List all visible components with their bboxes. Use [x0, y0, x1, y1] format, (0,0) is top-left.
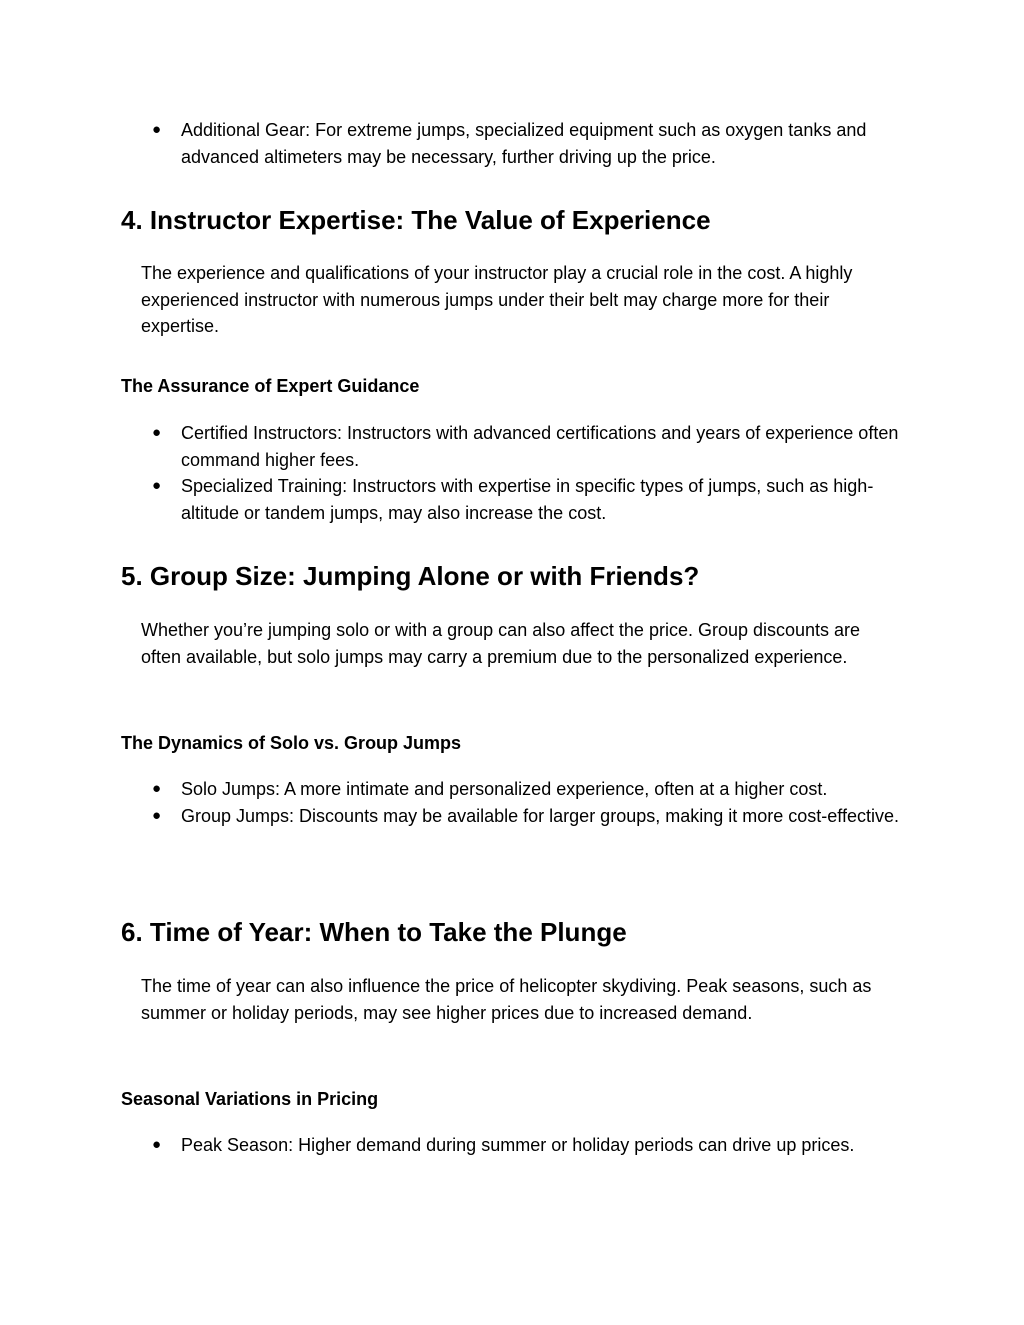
- section-subheading: Seasonal Variations in Pricing: [121, 1089, 379, 1109]
- bullet-icon: ●: [152, 806, 162, 824]
- section-heading: 5. Group Size: Jumping Alone or with Friends?: [121, 561, 700, 591]
- bullet-text: Solo Jumps: A more intimate and personalized experience, often at a higher cost.: [181, 779, 828, 799]
- section-bullet-list: [0, 776, 911, 829]
- bullet-text: Specialized Training: Instructors with expertise in specific types of jumps, such as high-altitude or tandem jumps, may also increase the cost.: [181, 476, 874, 523]
- list-item: [0, 776, 911, 803]
- intro-bullet-list: [0, 117, 911, 170]
- section-subheading: The Assurance of Expert Guidance: [121, 376, 420, 396]
- section-paragraph: The experience and qualifications of your instructor play a crucial role in the cost. A highly experienced instructor with numerous jumps under their belt may charge more for their expertise.: [141, 263, 853, 336]
- section-heading: 4. Instructor Expertise: The Value of Experience: [121, 205, 711, 235]
- section-paragraph: The time of year can also influence the price of helicopter skydiving. Peak seasons, such as summer or holiday periods, may see higher prices due to increased demand.: [141, 976, 872, 1023]
- bullet-icon: ●: [152, 477, 162, 494]
- bullet-icon: ●: [152, 780, 162, 797]
- list-item: [0, 117, 911, 170]
- bullet-text: Certified Instructors: Instructors with advanced certifications and years of experience often command higher fees.: [181, 423, 899, 470]
- bullet-text: Additional Gear: For extreme jumps, specialized equipment such as oxygen tanks and advanced altimeters may be necessary, further driving up the price.: [181, 120, 867, 167]
- list-item: [0, 803, 911, 830]
- bullet-icon: ●: [152, 424, 162, 441]
- bullet-text: Group Jumps: Discounts may be available for larger groups, making it more cost-effective.: [181, 805, 899, 826]
- section-subheading: The Dynamics of Solo vs. Group Jumps: [121, 733, 462, 753]
- list-item: [0, 473, 911, 526]
- bullet-icon: ●: [152, 121, 162, 138]
- section-bullet-list: [0, 420, 911, 526]
- section-paragraph: Whether you’re jumping solo or with a group can also affect the price. Group discounts are often available, but solo jumps may carry a premium due to the personalized experience.: [141, 620, 861, 667]
- section-heading: 6. Time of Year: When to Take the Plunge: [121, 917, 627, 947]
- bullet-text: Peak Season: Higher demand during summer or holiday periods can drive up prices.: [181, 1135, 855, 1155]
- list-item: [0, 1132, 911, 1159]
- bullet-icon: ●: [152, 1136, 162, 1153]
- section-bullet-list: [0, 1132, 911, 1159]
- list-item: [0, 420, 911, 473]
